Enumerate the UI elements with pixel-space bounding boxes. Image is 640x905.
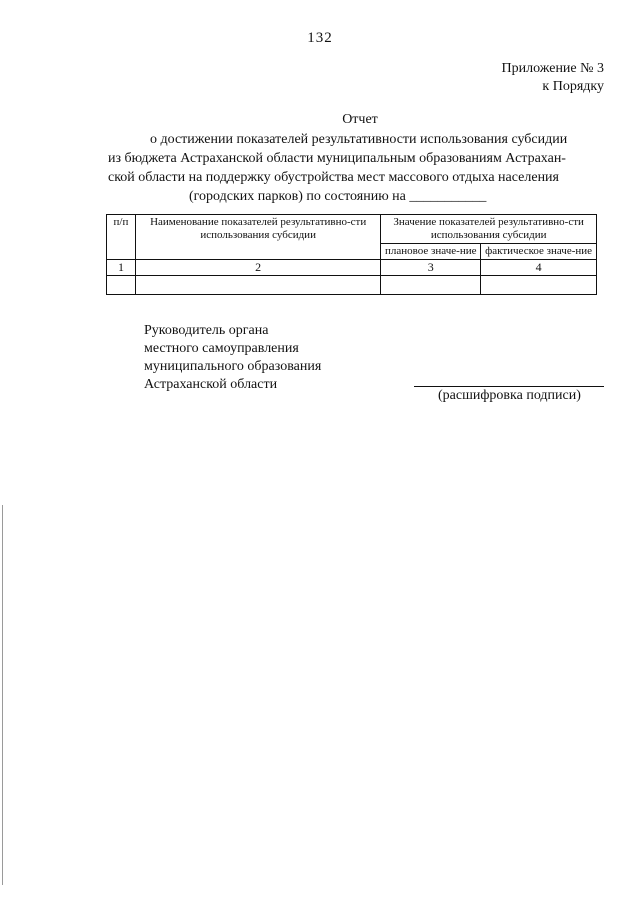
- header-planned-value: плановое значе-ние: [381, 244, 481, 260]
- appendix-reference: [502, 60, 605, 96]
- subtitle-line: из бюджета Астраханской области муниципальным образованиям Астрахан-: [108, 151, 566, 166]
- page-number: 132: [307, 30, 333, 46]
- header-index: п/п: [107, 215, 136, 260]
- subtitle-line: ской области на поддержку обустройства мест массового отдыха населения: [108, 170, 559, 185]
- signature-line: [414, 386, 604, 387]
- subtitle-line: о достижении показателей результативности использования субсидии: [150, 132, 568, 147]
- signer-block: [144, 322, 321, 394]
- table-header-row: [107, 215, 597, 244]
- table-cell: [481, 276, 597, 295]
- column-number: 4: [481, 260, 597, 276]
- report-table: [106, 214, 597, 295]
- header-indicator-name: Наименование показателей результативно-сти использования субсидии: [135, 215, 380, 260]
- report-subtitle: [108, 130, 598, 206]
- report-title: Отчет: [342, 112, 378, 127]
- table-cell: [135, 276, 380, 295]
- table-cell: [381, 276, 481, 295]
- table-cell: [107, 276, 136, 295]
- signer-line: Астраханской области: [144, 377, 278, 392]
- subtitle-line: (городских парков) по состоянию на ___________: [189, 189, 487, 204]
- header-indicator-values: Значение показателей результативно-сти использования субсидии: [381, 215, 597, 244]
- table-number-row: [107, 260, 597, 276]
- table-empty-row: [107, 276, 597, 295]
- appendix-order: к Порядку: [542, 79, 604, 94]
- scan-margin-line: [2, 505, 3, 885]
- column-number: 3: [381, 260, 481, 276]
- header-actual-value: фактическое значе-ние: [481, 244, 597, 260]
- signer-line: муниципального образования: [144, 359, 322, 374]
- signature-caption: (расшифровка подписи): [438, 388, 581, 403]
- column-number: 2: [135, 260, 380, 276]
- appendix-number: Приложение № 3: [501, 61, 604, 76]
- signer-line: Руководитель органа: [144, 323, 269, 338]
- column-number: 1: [107, 260, 136, 276]
- signer-line: местного самоуправления: [144, 341, 299, 356]
